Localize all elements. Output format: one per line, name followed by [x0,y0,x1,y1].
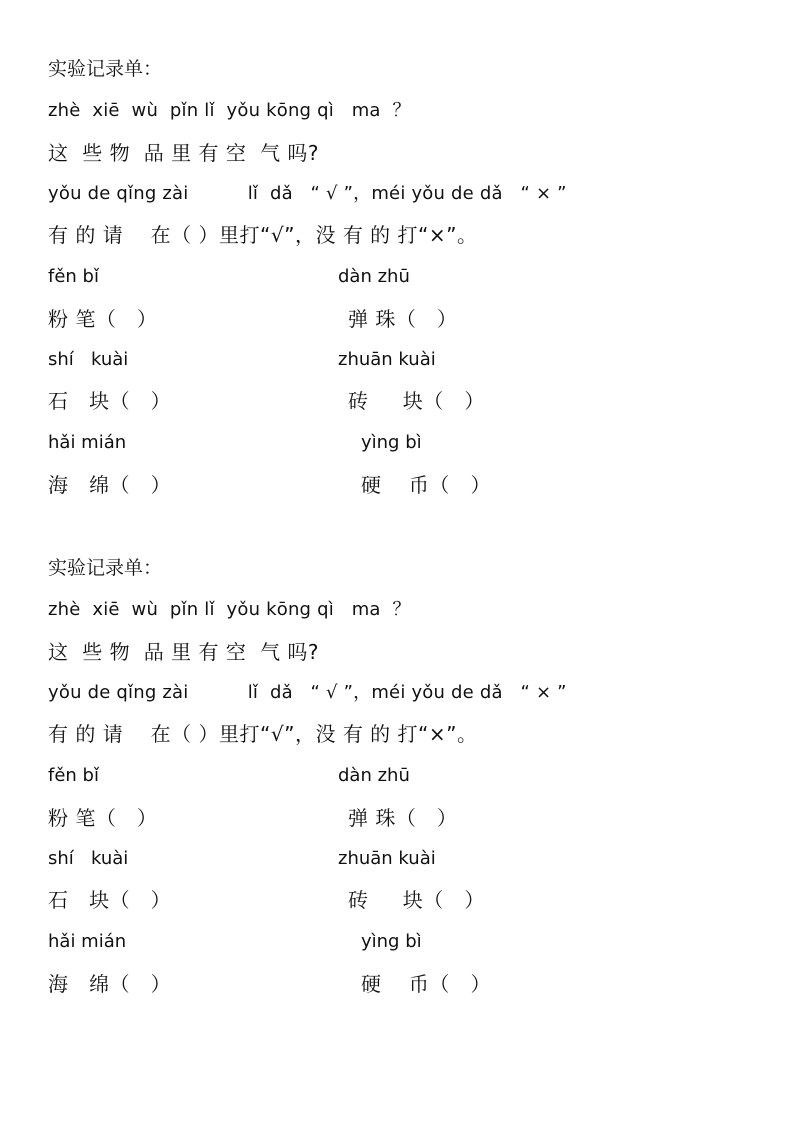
item-stone-checkbox[interactable]: 石 块（ ） [48,389,172,413]
item-sponge-checkbox[interactable]: 海 绵（ ） [48,473,172,497]
item-pinyin-marble: dàn zhū [338,765,410,786]
item-pinyin-stone: shí kuài [48,848,129,869]
item-pinyin-brick: zhuān kuài [338,349,436,370]
item-pinyin-chalk: fěn bǐ [48,765,99,786]
item-brick-checkbox[interactable]: 砖 块（ ） [348,389,485,413]
item-marble-checkbox[interactable]: 弹 珠（ ） [348,806,458,830]
item-pinyin-chalk: fěn bǐ [48,266,99,287]
item-chalk-checkbox[interactable]: 粉 笔（ ） [48,307,158,331]
item-brick-checkbox[interactable]: 砖 块（ ） [348,888,485,912]
item-pinyin-marble: dàn zhū [338,266,410,287]
item-marble-checkbox[interactable]: 弹 珠（ ） [348,307,458,331]
item-stone-checkbox[interactable]: 石 块（ ） [48,888,172,912]
item-pinyin-brick: zhuān kuài [338,848,436,869]
question-text: 这 些 物 品 里 有 空 气 吗? [48,640,320,664]
instruction-pinyin: yǒu de qǐng zài lǐ dǎ “ √ ”，méi yǒu de dǎ “ × ” [48,183,567,204]
item-pinyin-stone: shí kuài [48,349,129,370]
item-pinyin-coin: yìng bì [361,432,422,453]
item-pinyin-coin: yìng bì [361,931,422,952]
question-pinyin: zhè xiē wù pǐn lǐ yǒu kōng qì ma ？ [48,599,411,620]
instruction-text: 有 的 请 在（ ）里打“√”，没 有 的 打“×”。 [48,223,478,247]
item-pinyin-sponge: hǎi mián [48,432,127,453]
instruction-text: 有 的 请 在（ ）里打“√”，没 有 的 打“×”。 [48,722,478,746]
sheet-title: 实验记录单： [48,58,163,80]
item-pinyin-sponge: hǎi mián [48,931,127,952]
item-sponge-checkbox[interactable]: 海 绵（ ） [48,972,172,996]
sheet-title: 实验记录单： [48,557,163,579]
item-chalk-checkbox[interactable]: 粉 笔（ ） [48,806,158,830]
item-coin-checkbox[interactable]: 硬 币（ ） [361,473,492,497]
instruction-pinyin: yǒu de qǐng zài lǐ dǎ “ √ ”，méi yǒu de dǎ “ × ” [48,682,567,703]
item-coin-checkbox[interactable]: 硬 币（ ） [361,972,492,996]
question-text: 这 些 物 品 里 有 空 气 吗? [48,141,320,165]
question-pinyin: zhè xiē wù pǐn lǐ yǒu kōng qì ma ？ [48,100,411,121]
